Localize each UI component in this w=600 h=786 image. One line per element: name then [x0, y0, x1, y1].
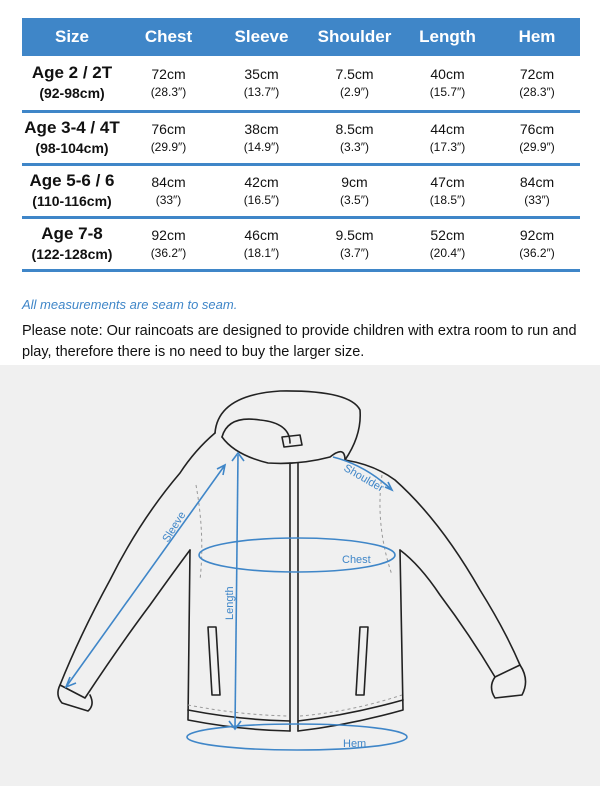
inch-value: (3.5″)	[340, 193, 369, 207]
hem-cell	[494, 173, 580, 209]
measurement-lines	[66, 453, 407, 750]
chest-cell	[122, 65, 215, 101]
hem-cell	[494, 65, 580, 101]
inch-value: (3.7″)	[340, 246, 369, 260]
cm-value: 92cm	[519, 227, 555, 243]
length-cell	[401, 120, 494, 156]
age-label: Age 2 / 2T	[31, 63, 113, 82]
right-pocket	[356, 627, 368, 695]
cm-value: 42cm	[244, 174, 279, 190]
cm-value: 35cm	[244, 66, 279, 82]
inch-value: (33″)	[524, 193, 550, 207]
hem-cell	[494, 120, 580, 156]
hood-toggle	[282, 435, 302, 447]
sleeve-line	[66, 465, 225, 687]
chest-cell	[122, 226, 215, 262]
chest-cell	[122, 120, 215, 156]
cm-value: 72cm	[151, 66, 186, 82]
cm-value: 92cm	[151, 227, 186, 243]
size-label	[22, 170, 122, 212]
header-size: Size	[54, 27, 90, 46]
sleeve-cell	[215, 120, 308, 156]
header-shoulder: Shoulder	[317, 27, 392, 46]
inch-value: (2.9″)	[340, 85, 369, 99]
height-range: (110-116cm)	[32, 193, 112, 209]
cm-value: 84cm	[519, 174, 555, 190]
hem-band-left	[188, 710, 290, 721]
inch-value: (16.5″)	[243, 193, 280, 207]
hem-seam-left	[188, 705, 288, 716]
cm-value: 76cm	[151, 121, 186, 137]
table-row	[22, 219, 580, 272]
hem-band-right	[298, 700, 403, 721]
length-cell	[401, 173, 494, 209]
inch-value: (18.5″)	[429, 193, 466, 207]
seam-lines	[188, 475, 402, 716]
left-pocket	[208, 627, 220, 695]
cm-value: 9cm	[341, 174, 368, 190]
shoulder-label: Shoulder	[341, 462, 386, 495]
cm-value: 47cm	[430, 174, 465, 190]
inch-value: (29.9″)	[150, 140, 187, 154]
cm-value: 40cm	[430, 66, 465, 82]
jacket-diagram	[0, 365, 600, 786]
shoulder-cell	[308, 120, 401, 156]
height-range: (92-98cm)	[39, 85, 105, 101]
age-label: Age 7-8	[41, 224, 103, 243]
size-label	[22, 62, 122, 104]
shoulder-cell	[308, 173, 401, 209]
inch-value: (15.7″)	[429, 85, 466, 99]
cm-value: 9.5cm	[335, 227, 374, 243]
cm-value: 52cm	[430, 227, 465, 243]
cm-value: 46cm	[244, 227, 279, 243]
size-label	[22, 223, 122, 265]
header-hem: Hem	[518, 27, 556, 46]
cm-value: 72cm	[519, 66, 555, 82]
table-row	[22, 113, 580, 166]
sleeve-cell	[215, 65, 308, 101]
age-label: Age 3-4 / 4T	[24, 118, 120, 137]
cm-value: 44cm	[430, 121, 465, 137]
sleeve-cell	[215, 173, 308, 209]
sleeve-label: Sleeve	[160, 509, 189, 545]
inch-value: (28.3″)	[150, 85, 187, 99]
inch-value: (36.2″)	[519, 246, 555, 260]
cm-value: 8.5cm	[335, 121, 374, 137]
sizing-note: Please note: Our raincoats are designed to provide children with extra room to run and play, therefore there is no need to buy the larger size.	[22, 323, 577, 360]
inch-value: (14.9″)	[243, 140, 280, 154]
table-row	[22, 166, 580, 219]
jacket-outline	[58, 391, 526, 731]
inch-value: (18.1″)	[243, 246, 280, 260]
inch-value: (20.4″)	[429, 246, 466, 260]
seam-note: All measurements are seam to seam.	[22, 297, 238, 312]
size-chart-table	[22, 18, 580, 272]
chest-cell	[122, 173, 215, 209]
inch-value: (17.3″)	[429, 140, 466, 154]
hem-label: Hem	[343, 738, 367, 750]
cm-value: 84cm	[151, 174, 186, 190]
left-cuff	[58, 685, 92, 711]
cm-value: 76cm	[519, 121, 555, 137]
cm-value: 7.5cm	[335, 66, 374, 82]
left-sleeve	[60, 433, 215, 698]
chest-label: Chest	[342, 554, 371, 566]
hem-line	[187, 724, 407, 750]
sleeve-cell	[215, 226, 308, 262]
shoulder-cell	[308, 226, 401, 262]
length-label: Length	[224, 586, 236, 620]
inch-value: (36.2″)	[150, 246, 187, 260]
header-sleeve: Sleeve	[234, 27, 289, 46]
header-length: Length	[419, 27, 476, 46]
height-range: (122-128cm)	[31, 246, 113, 262]
inch-value: (29.9″)	[519, 140, 555, 154]
height-range: (98-104cm)	[35, 140, 109, 156]
header-chest: Chest	[144, 27, 193, 46]
inch-value: (33″)	[155, 193, 182, 207]
table-header	[22, 18, 580, 56]
hood-inner	[222, 419, 290, 443]
inch-value: (28.3″)	[519, 85, 555, 99]
hem-cell	[494, 226, 580, 262]
shoulder-cell	[308, 65, 401, 101]
left-body	[188, 550, 290, 731]
inch-value: (13.7″)	[243, 85, 280, 99]
size-label	[22, 117, 122, 159]
right-sleeve	[345, 460, 520, 677]
cm-value: 38cm	[244, 121, 279, 137]
inch-value: (3.3″)	[340, 140, 369, 154]
length-cell	[401, 65, 494, 101]
age-label: Age 5-6 / 6	[29, 171, 115, 190]
jacket-illustration	[0, 365, 600, 786]
table-row	[22, 56, 580, 113]
length-cell	[401, 226, 494, 262]
